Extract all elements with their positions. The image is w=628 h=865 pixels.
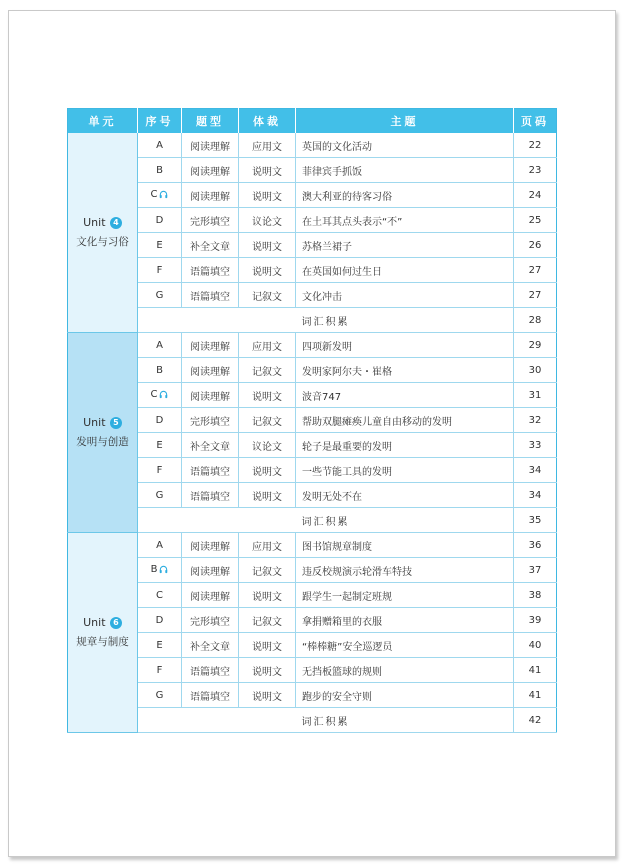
seq-label: E bbox=[156, 439, 163, 451]
type-cell: 语篇填空 bbox=[182, 658, 239, 683]
seq-label: B bbox=[150, 563, 158, 575]
table-row bbox=[68, 133, 557, 158]
seq-cell bbox=[138, 133, 182, 158]
seq-cell bbox=[138, 583, 182, 608]
page-number-cell: 41 bbox=[514, 658, 557, 683]
table-row bbox=[68, 183, 557, 208]
seq-cell bbox=[138, 208, 182, 233]
seq-cell bbox=[138, 283, 182, 308]
type-cell: 阅读理解 bbox=[182, 383, 239, 408]
seq-label: D bbox=[155, 414, 164, 426]
seq-label: D bbox=[155, 614, 164, 626]
page-number-cell: 25 bbox=[514, 208, 557, 233]
theme-cell: 在英国如何过生日 bbox=[296, 258, 514, 283]
seq-cell bbox=[138, 383, 182, 408]
genre-cell: 记叙文 bbox=[239, 608, 296, 633]
theme-cell: 轮子是最重要的发明 bbox=[296, 433, 514, 458]
genre-cell: 说明文 bbox=[239, 483, 296, 508]
seq-label: G bbox=[155, 689, 164, 701]
theme-cell: 帮助双腿瘫痪儿童自由移动的发明 bbox=[296, 408, 514, 433]
page-number-cell: 36 bbox=[514, 533, 557, 558]
header-page: 页码 bbox=[514, 109, 557, 134]
page-number-cell: 32 bbox=[514, 408, 557, 433]
header-seq: 序号 bbox=[138, 109, 182, 134]
page-number-cell: 35 bbox=[514, 508, 557, 533]
genre-cell: 记叙文 bbox=[239, 558, 296, 583]
seq-cell bbox=[138, 158, 182, 183]
genre-cell: 应用文 bbox=[239, 533, 296, 558]
header-unit: 单元 bbox=[68, 109, 138, 134]
genre-cell: 说明文 bbox=[239, 233, 296, 258]
seq-label: E bbox=[156, 639, 163, 651]
headphone-icon[interactable] bbox=[159, 390, 168, 402]
seq-cell bbox=[138, 633, 182, 658]
unit-title bbox=[68, 213, 137, 233]
seq-cell bbox=[138, 408, 182, 433]
type-cell: 阅读理解 bbox=[182, 358, 239, 383]
seq-cell bbox=[138, 483, 182, 508]
type-cell: 补全文章 bbox=[182, 233, 239, 258]
number-circle-icon: 5 bbox=[110, 417, 122, 429]
table-row bbox=[68, 458, 557, 483]
genre-cell: 议论文 bbox=[239, 208, 296, 233]
genre-cell: 说明文 bbox=[239, 158, 296, 183]
table-row bbox=[68, 408, 557, 433]
genre-cell: 说明文 bbox=[239, 383, 296, 408]
seq-label: C bbox=[150, 388, 158, 400]
header-type: 题型 bbox=[182, 109, 239, 134]
seq-label: B bbox=[156, 364, 163, 376]
genre-cell: 记叙文 bbox=[239, 408, 296, 433]
unit-title bbox=[68, 413, 137, 433]
number-circle-icon: 6 bbox=[110, 617, 122, 629]
table-row bbox=[68, 558, 557, 583]
table-row bbox=[68, 258, 557, 283]
type-cell: 补全文章 bbox=[182, 633, 239, 658]
seq-label: A bbox=[156, 339, 163, 351]
type-cell: 语篇填空 bbox=[182, 258, 239, 283]
header-genre: 体裁 bbox=[239, 109, 296, 134]
genre-cell: 说明文 bbox=[239, 633, 296, 658]
type-cell: 完形填空 bbox=[182, 208, 239, 233]
type-cell: 阅读理解 bbox=[182, 533, 239, 558]
theme-cell: “棒棒糖”安全巡逻员 bbox=[296, 633, 514, 658]
unit-topic: 文化与习俗 bbox=[76, 236, 129, 248]
unit-label: Unit bbox=[83, 216, 106, 229]
genre-cell: 说明文 bbox=[239, 458, 296, 483]
vocab-row bbox=[68, 508, 557, 533]
seq-cell bbox=[138, 433, 182, 458]
type-cell: 补全文章 bbox=[182, 433, 239, 458]
unit-label: Unit bbox=[83, 416, 106, 429]
header-theme: 主题 bbox=[296, 109, 514, 134]
unit-cell bbox=[68, 333, 138, 533]
unit-topic: 发明与创造 bbox=[76, 436, 129, 448]
page-number-cell: 27 bbox=[514, 258, 557, 283]
page-number-cell: 37 bbox=[514, 558, 557, 583]
page-number-cell: 40 bbox=[514, 633, 557, 658]
table-row bbox=[68, 683, 557, 708]
theme-cell: 发明家阿尔夫・崔格 bbox=[296, 358, 514, 383]
type-cell: 阅读理解 bbox=[182, 158, 239, 183]
table-row bbox=[68, 333, 557, 358]
page-number-cell: 34 bbox=[514, 483, 557, 508]
seq-cell bbox=[138, 558, 182, 583]
genre-cell: 记叙文 bbox=[239, 358, 296, 383]
seq-label: D bbox=[155, 214, 164, 226]
page-number-cell: 29 bbox=[514, 333, 557, 358]
headphone-icon[interactable] bbox=[159, 190, 168, 202]
table-row bbox=[68, 233, 557, 258]
theme-cell: 发明无处不在 bbox=[296, 483, 514, 508]
genre-cell: 应用文 bbox=[239, 333, 296, 358]
seq-cell bbox=[138, 683, 182, 708]
theme-cell: 图书馆规章制度 bbox=[296, 533, 514, 558]
vocab-cell[interactable]: 词汇积累 bbox=[138, 508, 514, 533]
theme-cell: 拿捐赠箱里的衣服 bbox=[296, 608, 514, 633]
seq-cell bbox=[138, 533, 182, 558]
table-row bbox=[68, 208, 557, 233]
genre-cell: 记叙文 bbox=[239, 283, 296, 308]
seq-label: B bbox=[156, 164, 163, 176]
seq-cell bbox=[138, 333, 182, 358]
table-row bbox=[68, 358, 557, 383]
table-row bbox=[68, 283, 557, 308]
seq-label: F bbox=[156, 464, 163, 476]
seq-label: G bbox=[155, 289, 164, 301]
page-number-cell: 30 bbox=[514, 358, 557, 383]
unit-topic: 规章与制度 bbox=[76, 636, 129, 648]
type-cell: 语篇填空 bbox=[182, 283, 239, 308]
page-number-cell: 27 bbox=[514, 283, 557, 308]
unit-cell bbox=[68, 533, 138, 733]
theme-cell: 跑步的安全守则 bbox=[296, 683, 514, 708]
seq-label: C bbox=[150, 188, 158, 200]
theme-cell: 四项新发明 bbox=[296, 333, 514, 358]
table-row bbox=[68, 533, 557, 558]
table-row bbox=[68, 158, 557, 183]
seq-cell bbox=[138, 183, 182, 208]
theme-cell: 跟学生一起制定班规 bbox=[296, 583, 514, 608]
theme-cell: 违反校规演示轮滑车特技 bbox=[296, 558, 514, 583]
unit-title bbox=[68, 613, 137, 633]
table-row bbox=[68, 633, 557, 658]
type-cell: 阅读理解 bbox=[182, 558, 239, 583]
genre-cell: 说明文 bbox=[239, 683, 296, 708]
seq-label: A bbox=[156, 139, 163, 151]
seq-label: F bbox=[156, 664, 163, 676]
page-number-cell: 34 bbox=[514, 458, 557, 483]
theme-cell: 菲律宾手抓饭 bbox=[296, 158, 514, 183]
theme-cell: 无挡板篮球的规则 bbox=[296, 658, 514, 683]
theme-cell: 英国的文化活动 bbox=[296, 133, 514, 158]
page-number-cell: 42 bbox=[514, 708, 557, 733]
table-row bbox=[68, 383, 557, 408]
theme-cell: 波音747 bbox=[296, 383, 514, 408]
vocab-cell[interactable]: 词汇积累 bbox=[138, 708, 514, 733]
type-cell: 阅读理解 bbox=[182, 183, 239, 208]
genre-cell: 说明文 bbox=[239, 583, 296, 608]
page-number-cell: 31 bbox=[514, 383, 557, 408]
table-row bbox=[68, 658, 557, 683]
type-cell: 完形填空 bbox=[182, 608, 239, 633]
page-number-cell: 22 bbox=[514, 133, 557, 158]
page-number-cell: 33 bbox=[514, 433, 557, 458]
genre-cell: 应用文 bbox=[239, 133, 296, 158]
seq-cell bbox=[138, 358, 182, 383]
seq-label: E bbox=[156, 239, 163, 251]
theme-cell: 在土耳其点头表示“不” bbox=[296, 208, 514, 233]
headphone-icon[interactable] bbox=[159, 565, 168, 577]
seq-label: A bbox=[156, 539, 163, 551]
type-cell: 阅读理解 bbox=[182, 333, 239, 358]
type-cell: 语篇填空 bbox=[182, 683, 239, 708]
page-number-cell: 23 bbox=[514, 158, 557, 183]
number-circle-icon: 4 bbox=[110, 217, 122, 229]
page-number-cell: 26 bbox=[514, 233, 557, 258]
type-cell: 语篇填空 bbox=[182, 483, 239, 508]
vocab-cell[interactable]: 词汇积累 bbox=[138, 308, 514, 333]
theme-cell: 一些节能工具的发明 bbox=[296, 458, 514, 483]
table-row bbox=[68, 433, 557, 458]
table-body bbox=[68, 133, 557, 733]
table-row bbox=[68, 583, 557, 608]
vocab-row bbox=[68, 308, 557, 333]
table-header-row bbox=[68, 109, 557, 134]
seq-cell bbox=[138, 233, 182, 258]
seq-label: G bbox=[155, 489, 164, 501]
seq-cell bbox=[138, 658, 182, 683]
theme-cell: 澳大利亚的待客习俗 bbox=[296, 183, 514, 208]
seq-label: C bbox=[156, 589, 163, 601]
genre-cell: 说明文 bbox=[239, 183, 296, 208]
table-row bbox=[68, 608, 557, 633]
seq-cell bbox=[138, 608, 182, 633]
type-cell: 完形填空 bbox=[182, 408, 239, 433]
seq-label: F bbox=[156, 264, 163, 276]
contents-table bbox=[67, 108, 557, 733]
type-cell: 语篇填空 bbox=[182, 458, 239, 483]
theme-cell: 苏格兰裙子 bbox=[296, 233, 514, 258]
seq-cell bbox=[138, 458, 182, 483]
page-number-cell: 28 bbox=[514, 308, 557, 333]
genre-cell: 议论文 bbox=[239, 433, 296, 458]
page-number-cell: 39 bbox=[514, 608, 557, 633]
unit-cell bbox=[68, 133, 138, 333]
page-number-cell: 41 bbox=[514, 683, 557, 708]
vocab-row bbox=[68, 708, 557, 733]
type-cell: 阅读理解 bbox=[182, 583, 239, 608]
theme-cell: 文化冲击 bbox=[296, 283, 514, 308]
page-number-cell: 38 bbox=[514, 583, 557, 608]
type-cell: 阅读理解 bbox=[182, 133, 239, 158]
table-row bbox=[68, 483, 557, 508]
page-number-cell: 24 bbox=[514, 183, 557, 208]
seq-cell bbox=[138, 258, 182, 283]
unit-label: Unit bbox=[83, 616, 106, 629]
genre-cell: 说明文 bbox=[239, 658, 296, 683]
genre-cell: 说明文 bbox=[239, 258, 296, 283]
